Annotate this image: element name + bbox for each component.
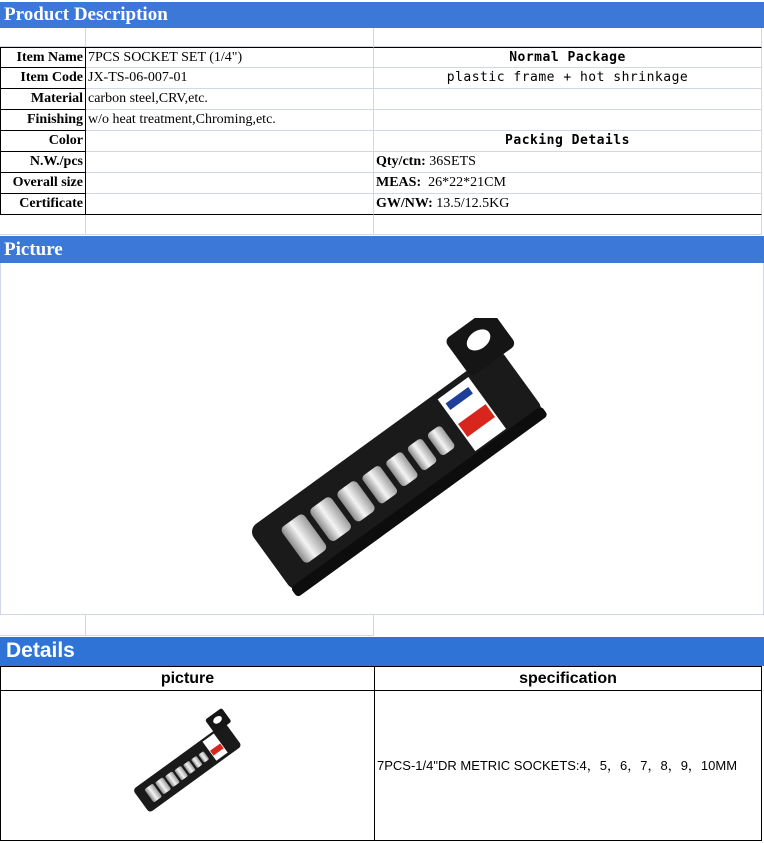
value-nw-pcs	[86, 152, 374, 173]
value-color	[86, 131, 374, 152]
product-description-grid	[0, 28, 764, 235]
section-header-details: Details	[0, 637, 764, 666]
gw-value: 13.5/12.5KG	[436, 196, 510, 211]
grid-empty-cell	[86, 28, 374, 47]
grid-empty-cell	[0, 215, 86, 235]
normal-package-value: plastic frame + hot shrinkage	[374, 68, 762, 89]
qty-label: Qty/ctn:	[376, 154, 426, 169]
value-overall-size	[86, 173, 374, 194]
label-finishing: Finishing	[0, 110, 86, 131]
normal-package-title: Normal Package	[374, 47, 762, 68]
section-header-product-description: Product Description	[0, 2, 764, 28]
section-header-picture: Picture	[0, 236, 764, 263]
label-item-name: Item Name	[0, 47, 86, 68]
picture-area	[0, 263, 764, 615]
specification-text: 7PCS-1/4"DR METRIC SOCKETS:4，5，6，7，8，9，10MM	[377, 758, 738, 773]
grid-empty-cell	[374, 110, 762, 131]
qty-value: 36SETS	[429, 154, 476, 169]
meas-value: 26*22*21CM	[428, 175, 506, 190]
socket-set-thumbnail-image	[119, 707, 259, 827]
value-certificate	[86, 194, 374, 215]
grid-empty-cell	[0, 28, 86, 47]
value-material: carbon steel,CRV,etc.	[86, 89, 374, 110]
grid-empty-cell	[0, 615, 86, 636]
value-finishing: w/o heat treatment,Chroming,etc.	[86, 110, 374, 131]
meas-label: MEAS:	[376, 175, 422, 190]
label-item-code: Item Code	[0, 68, 86, 89]
details-column-specification: specification	[374, 666, 762, 691]
grid-empty-cell	[374, 89, 762, 110]
value-item-code: JX-TS-06-007-01	[86, 68, 374, 89]
label-overall-size: Overall size	[0, 173, 86, 194]
qty-ctn-row	[374, 152, 762, 173]
value-item-name: 7PCS SOCKET SET (1/4")	[86, 47, 374, 68]
grid-empty-cell	[86, 215, 374, 235]
details-picture-cell	[0, 690, 375, 841]
details-column-picture: picture	[0, 666, 375, 691]
details-specification-cell	[374, 690, 762, 841]
label-material: Material	[0, 89, 86, 110]
grid-empty-cell	[374, 28, 762, 47]
grid-empty-cell	[374, 215, 762, 235]
meas-row	[374, 173, 762, 194]
label-color: Color	[0, 131, 86, 152]
label-nw-pcs: N.W./pcs	[0, 152, 86, 173]
socket-set-product-image	[211, 318, 591, 618]
packing-details-title: Packing Details	[374, 131, 762, 152]
gw-label: GW/NW:	[376, 196, 433, 211]
label-certificate: Certificate	[0, 194, 86, 215]
grid-empty-cell	[86, 615, 374, 636]
gw-nw-row	[374, 194, 762, 215]
